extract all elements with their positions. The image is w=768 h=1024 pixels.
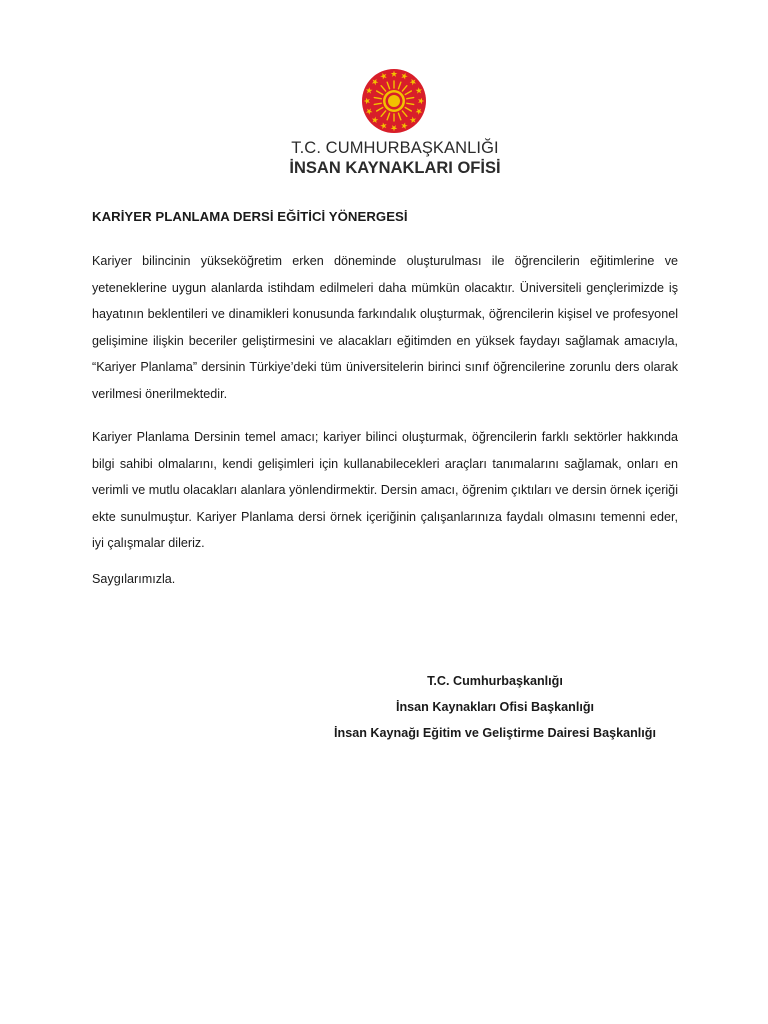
signature-block	[300, 668, 690, 746]
signature-line-3: İnsan Kaynağı Eğitim ve Geliştirme Dairesi Başkanlığı	[334, 726, 656, 740]
body-paragraph-1: Kariyer bilincinin yükseköğretim erken döneminde oluşturulması ile öğrencilerin eğitimlerine ve yeteneklerine uygun alanlarda istihdam edilmeleri daha mümkün olacaktır. Üniversiteli gençlerimizde iş hayatının beklentileri ve dinamikleri konusunda farkındalık oluşturmak, öğrencilerin kişisel ve profesyonel gelişimine ilişkin beceriler geliştirmesini ve alacakları eğitimden en yüksek faydayı sağlamak amacıyla, “Kariyer Planlama” dersinin Türkiye’deki tüm üniversitelerin birinci sınıf öğrencilerine zorunlu ders olarak verilmesi önerilmektedir.	[92, 254, 678, 401]
body-paragraph-2: Kariyer Planlama Dersinin temel amacı; kariyer bilinci oluşturmak, öğrencilerin farklı sektörler hakkında bilgi sahibi olmalarını, kendi gelişimleri için kullanabilecekleri araçları tanımalarını sağlamak, onları en verimli ve mutlu olacakları alanlara yönlendirmektir. Dersin amacı, öğrenim çıktıları ve dersin örnek içeriği ekte sunulmuştur. Kariyer Planlama dersi örnek içeriğinin çalışanlarınıza faydalı olmasını temenni eder, iyi çalışmalar dileriz.	[92, 430, 678, 551]
signature-line-1: T.C. Cumhurbaşkanlığı	[427, 674, 563, 688]
presidential-seal-icon	[361, 68, 427, 134]
signature-line-2: İnsan Kaynakları Ofisi Başkanlığı	[395, 700, 595, 714]
closing-salutation: Saygılarımızla.	[92, 572, 176, 586]
org-name-line2: İNSAN KAYNAKLARI OFİSİ	[289, 159, 501, 177]
organization-header	[200, 138, 590, 178]
org-name-line1: T.C. CUMHURBAŞKANLIĞI	[291, 139, 499, 157]
document-title: KARİYER PLANLAMA DERSİ EĞİTİCİ YÖNERGESİ	[92, 209, 408, 224]
